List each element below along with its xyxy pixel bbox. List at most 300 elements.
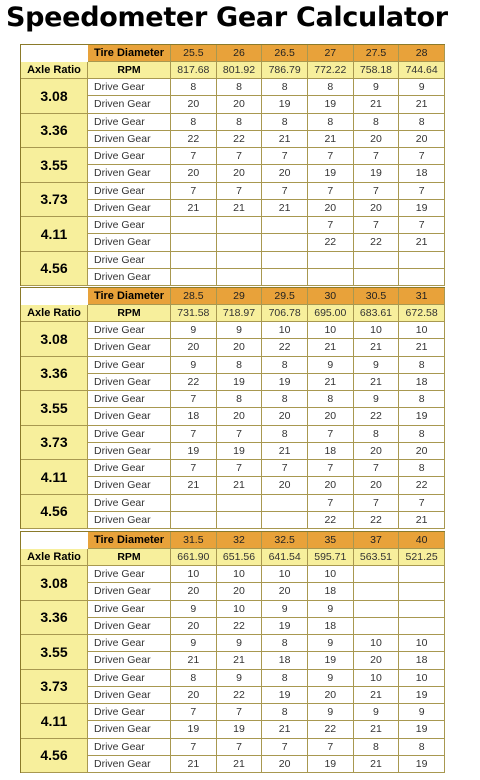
drive-gear-cell: 7 <box>217 183 263 200</box>
drive-gear-label: Drive Gear <box>88 670 171 687</box>
drive-gear-cell: 9 <box>217 635 263 652</box>
drive-gear-cell: 8 <box>354 426 400 443</box>
drive-gear-cell <box>171 217 217 234</box>
driven-gear-cell: 21 <box>308 339 354 356</box>
drive-gear-cell: 7 <box>171 460 217 477</box>
drive-gear-cell: 10 <box>399 635 445 652</box>
axle-ratio-header: Axle Ratio <box>21 62 88 79</box>
driven-gear-cell <box>354 618 400 635</box>
driven-gear-cell <box>354 583 400 600</box>
driven-gear-cell: 20 <box>262 756 308 773</box>
driven-gear-cell: 21 <box>217 477 263 494</box>
drive-gear-cell: 7 <box>171 183 217 200</box>
drive-gear-cell: 8 <box>262 635 308 652</box>
axle-ratio-value: 3.08 <box>21 566 88 601</box>
drive-gear-cell: 10 <box>354 670 400 687</box>
driven-gear-cell: 21 <box>308 131 354 148</box>
driven-gear-cell: 20 <box>308 477 354 494</box>
tire-diameter-label: Tire Diameter <box>88 288 171 305</box>
drive-gear-cell: 10 <box>308 566 354 583</box>
driven-gear-cell: 18 <box>308 583 354 600</box>
drive-gear-label: Drive Gear <box>88 114 171 131</box>
driven-gear-cell: 20 <box>354 443 400 460</box>
drive-gear-cell: 8 <box>354 114 400 131</box>
driven-gear-cell: 22 <box>354 512 400 529</box>
drive-gear-cell: 7 <box>308 460 354 477</box>
axle-ratio-value: 3.36 <box>21 114 88 149</box>
drive-gear-cell: 10 <box>262 322 308 339</box>
driven-gear-cell: 18 <box>171 408 217 425</box>
driven-gear-cell: 18 <box>308 618 354 635</box>
tire-diameter-value: 31.5 <box>171 532 217 549</box>
driven-gear-label: Driven Gear <box>88 339 171 356</box>
drive-gear-cell: 9 <box>217 670 263 687</box>
driven-gear-label: Driven Gear <box>88 443 171 460</box>
rpm-value: 641.54 <box>262 549 308 566</box>
driven-gear-label: Driven Gear <box>88 200 171 217</box>
drive-gear-cell <box>399 566 445 583</box>
drive-gear-cell: 7 <box>217 739 263 756</box>
drive-gear-cell: 8 <box>171 114 217 131</box>
driven-gear-label: Driven Gear <box>88 234 171 251</box>
driven-gear-cell: 20 <box>354 477 400 494</box>
drive-gear-cell: 7 <box>308 739 354 756</box>
driven-gear-cell: 21 <box>354 96 400 113</box>
drive-gear-label: Drive Gear <box>88 635 171 652</box>
drive-gear-cell: 9 <box>171 357 217 374</box>
driven-gear-label: Driven Gear <box>88 652 171 669</box>
tire-diameter-value: 37 <box>354 532 400 549</box>
gear-table-1 <box>20 44 445 286</box>
drive-gear-cell: 8 <box>399 391 445 408</box>
drive-gear-cell: 8 <box>262 357 308 374</box>
driven-gear-cell: 20 <box>171 618 217 635</box>
rpm-value: 817.68 <box>171 62 217 79</box>
driven-gear-cell: 19 <box>217 374 263 391</box>
axle-ratio-value: 3.08 <box>21 322 88 357</box>
tire-diameter-value: 25.5 <box>171 45 217 62</box>
drive-gear-cell: 8 <box>308 391 354 408</box>
driven-gear-cell <box>399 618 445 635</box>
driven-gear-cell: 20 <box>354 200 400 217</box>
rpm-value: 661.90 <box>171 549 217 566</box>
rpm-value: 521.25 <box>399 549 445 566</box>
drive-gear-cell: 7 <box>399 148 445 165</box>
driven-gear-cell: 21 <box>217 756 263 773</box>
drive-gear-cell: 8 <box>217 391 263 408</box>
driven-gear-cell: 19 <box>399 756 445 773</box>
driven-gear-cell: 20 <box>171 96 217 113</box>
driven-gear-label: Driven Gear <box>88 687 171 704</box>
driven-gear-cell: 21 <box>171 477 217 494</box>
drive-gear-label: Drive Gear <box>88 460 171 477</box>
drive-gear-cell <box>399 252 445 269</box>
driven-gear-cell: 21 <box>262 200 308 217</box>
rpm-value: 758.18 <box>354 62 400 79</box>
driven-gear-cell: 19 <box>217 721 263 738</box>
drive-gear-cell: 7 <box>399 183 445 200</box>
axle-ratio-value: 3.73 <box>21 183 88 218</box>
driven-gear-cell: 21 <box>308 374 354 391</box>
driven-gear-label: Driven Gear <box>88 408 171 425</box>
driven-gear-cell <box>399 269 445 286</box>
drive-gear-cell: 9 <box>217 322 263 339</box>
driven-gear-cell: 19 <box>308 652 354 669</box>
driven-gear-label: Driven Gear <box>88 374 171 391</box>
tire-diameter-value: 30 <box>308 288 354 305</box>
driven-gear-cell: 22 <box>308 234 354 251</box>
tire-diameter-value: 32.5 <box>262 532 308 549</box>
driven-gear-cell: 22 <box>399 477 445 494</box>
axle-ratio-value: 3.08 <box>21 79 88 114</box>
driven-gear-cell: 19 <box>399 408 445 425</box>
drive-gear-cell: 7 <box>308 183 354 200</box>
rpm-value: 563.51 <box>354 549 400 566</box>
tire-diameter-value: 32 <box>217 532 263 549</box>
driven-gear-cell: 19 <box>262 687 308 704</box>
axle-ratio-header: Axle Ratio <box>21 549 88 566</box>
rpm-label: RPM <box>88 62 171 79</box>
axle-ratio-value: 4.56 <box>21 739 88 774</box>
drive-gear-label: Drive Gear <box>88 601 171 618</box>
drive-gear-cell: 7 <box>399 217 445 234</box>
drive-gear-cell: 8 <box>262 79 308 96</box>
drive-gear-cell: 10 <box>262 566 308 583</box>
drive-gear-cell: 10 <box>171 566 217 583</box>
corner-blank <box>21 45 88 62</box>
driven-gear-cell: 20 <box>171 583 217 600</box>
axle-ratio-value: 4.11 <box>21 217 88 252</box>
driven-gear-label: Driven Gear <box>88 96 171 113</box>
driven-gear-cell: 21 <box>262 721 308 738</box>
tire-diameter-value: 26.5 <box>262 45 308 62</box>
drive-gear-cell: 9 <box>262 601 308 618</box>
driven-gear-cell <box>217 512 263 529</box>
drive-gear-cell: 7 <box>217 704 263 721</box>
axle-ratio-value: 3.55 <box>21 391 88 426</box>
drive-gear-cell: 7 <box>217 460 263 477</box>
driven-gear-cell <box>217 234 263 251</box>
tire-diameter-value: 35 <box>308 532 354 549</box>
tire-diameter-label: Tire Diameter <box>88 532 171 549</box>
drive-gear-label: Drive Gear <box>88 357 171 374</box>
tire-diameter-value: 27 <box>308 45 354 62</box>
tire-diameter-value: 27.5 <box>354 45 400 62</box>
driven-gear-cell: 22 <box>217 687 263 704</box>
drive-gear-cell: 10 <box>354 635 400 652</box>
driven-gear-cell: 20 <box>262 583 308 600</box>
driven-gear-cell: 21 <box>262 443 308 460</box>
driven-gear-cell: 21 <box>354 687 400 704</box>
drive-gear-cell: 7 <box>217 148 263 165</box>
tire-diameter-value: 31 <box>399 288 445 305</box>
drive-gear-cell: 9 <box>354 79 400 96</box>
driven-gear-cell: 19 <box>399 687 445 704</box>
rpm-value: 683.61 <box>354 305 400 322</box>
driven-gear-cell: 19 <box>308 756 354 773</box>
driven-gear-cell: 22 <box>171 131 217 148</box>
driven-gear-label: Driven Gear <box>88 477 171 494</box>
driven-gear-cell: 20 <box>354 652 400 669</box>
rpm-value: 672.58 <box>399 305 445 322</box>
driven-gear-cell <box>308 269 354 286</box>
drive-gear-cell: 8 <box>399 426 445 443</box>
driven-gear-cell: 19 <box>171 443 217 460</box>
drive-gear-cell <box>308 252 354 269</box>
drive-gear-cell: 7 <box>354 217 400 234</box>
rpm-label: RPM <box>88 549 171 566</box>
driven-gear-cell: 19 <box>399 200 445 217</box>
driven-gear-label: Driven Gear <box>88 618 171 635</box>
drive-gear-cell: 7 <box>262 183 308 200</box>
drive-gear-cell: 9 <box>308 601 354 618</box>
drive-gear-cell: 10 <box>308 322 354 339</box>
drive-gear-cell: 9 <box>171 601 217 618</box>
driven-gear-label: Driven Gear <box>88 165 171 182</box>
drive-gear-cell: 10 <box>217 601 263 618</box>
driven-gear-cell: 20 <box>308 408 354 425</box>
rpm-value: 595.71 <box>308 549 354 566</box>
drive-gear-cell <box>262 495 308 512</box>
tire-diameter-label: Tire Diameter <box>88 45 171 62</box>
drive-gear-label: Drive Gear <box>88 495 171 512</box>
drive-gear-label: Drive Gear <box>88 183 171 200</box>
drive-gear-cell <box>354 566 400 583</box>
rpm-value: 695.00 <box>308 305 354 322</box>
driven-gear-cell: 21 <box>171 652 217 669</box>
rpm-value: 706.78 <box>262 305 308 322</box>
driven-gear-cell: 20 <box>171 687 217 704</box>
drive-gear-cell: 7 <box>171 426 217 443</box>
driven-gear-cell <box>262 234 308 251</box>
drive-gear-label: Drive Gear <box>88 252 171 269</box>
driven-gear-cell: 18 <box>308 443 354 460</box>
driven-gear-cell: 18 <box>399 374 445 391</box>
drive-gear-cell: 8 <box>217 79 263 96</box>
rpm-value: 718.97 <box>217 305 263 322</box>
drive-gear-cell: 8 <box>262 704 308 721</box>
drive-gear-cell: 9 <box>354 391 400 408</box>
driven-gear-label: Driven Gear <box>88 583 171 600</box>
driven-gear-cell: 19 <box>354 165 400 182</box>
tire-diameter-value: 40 <box>399 532 445 549</box>
drive-gear-cell: 7 <box>354 460 400 477</box>
drive-gear-cell <box>262 252 308 269</box>
tire-diameter-value: 28.5 <box>171 288 217 305</box>
drive-gear-label: Drive Gear <box>88 148 171 165</box>
driven-gear-cell: 21 <box>399 512 445 529</box>
drive-gear-cell: 8 <box>217 357 263 374</box>
drive-gear-cell: 7 <box>354 148 400 165</box>
drive-gear-cell: 8 <box>399 114 445 131</box>
driven-gear-cell: 20 <box>262 408 308 425</box>
gear-table-3 <box>20 531 445 773</box>
driven-gear-cell: 18 <box>399 165 445 182</box>
drive-gear-cell: 7 <box>217 426 263 443</box>
driven-gear-cell: 21 <box>171 756 217 773</box>
driven-gear-cell: 19 <box>217 443 263 460</box>
tire-diameter-value: 26 <box>217 45 263 62</box>
driven-gear-cell: 22 <box>308 721 354 738</box>
drive-gear-label: Drive Gear <box>88 739 171 756</box>
axle-ratio-value: 4.11 <box>21 460 88 495</box>
drive-gear-label: Drive Gear <box>88 79 171 96</box>
driven-gear-cell: 21 <box>354 339 400 356</box>
drive-gear-cell: 9 <box>308 670 354 687</box>
drive-gear-cell: 9 <box>399 79 445 96</box>
driven-gear-cell: 20 <box>217 408 263 425</box>
driven-gear-cell: 20 <box>217 583 263 600</box>
driven-gear-cell: 19 <box>171 721 217 738</box>
drive-gear-cell <box>262 217 308 234</box>
drive-gear-cell: 7 <box>308 426 354 443</box>
driven-gear-cell: 22 <box>354 408 400 425</box>
tire-diameter-value: 29.5 <box>262 288 308 305</box>
axle-ratio-value: 3.55 <box>21 148 88 183</box>
drive-gear-cell: 7 <box>308 148 354 165</box>
driven-gear-cell: 20 <box>262 165 308 182</box>
axle-ratio-value: 4.56 <box>21 495 88 530</box>
driven-gear-cell: 21 <box>354 374 400 391</box>
drive-gear-cell: 7 <box>262 739 308 756</box>
driven-gear-cell <box>354 269 400 286</box>
drive-gear-label: Drive Gear <box>88 217 171 234</box>
driven-gear-cell: 21 <box>262 131 308 148</box>
axle-ratio-value: 3.73 <box>21 670 88 705</box>
drive-gear-cell: 10 <box>217 566 263 583</box>
drive-gear-cell <box>354 601 400 618</box>
driven-gear-label: Driven Gear <box>88 756 171 773</box>
drive-gear-cell: 7 <box>171 391 217 408</box>
axle-ratio-value: 3.73 <box>21 426 88 461</box>
driven-gear-cell: 21 <box>217 652 263 669</box>
drive-gear-cell: 9 <box>354 704 400 721</box>
driven-gear-cell: 20 <box>399 131 445 148</box>
page-title: Speedometer Gear Calculator <box>6 2 448 33</box>
drive-gear-cell: 8 <box>354 739 400 756</box>
driven-gear-cell <box>171 269 217 286</box>
drive-gear-cell: 7 <box>354 183 400 200</box>
driven-gear-cell: 18 <box>399 652 445 669</box>
rpm-value: 786.79 <box>262 62 308 79</box>
driven-gear-cell: 21 <box>171 200 217 217</box>
driven-gear-cell: 20 <box>217 165 263 182</box>
drive-gear-cell: 7 <box>171 704 217 721</box>
drive-gear-label: Drive Gear <box>88 566 171 583</box>
drive-gear-label: Drive Gear <box>88 391 171 408</box>
drive-gear-cell: 9 <box>354 357 400 374</box>
drive-gear-cell <box>171 252 217 269</box>
driven-gear-cell: 22 <box>217 131 263 148</box>
driven-gear-cell: 18 <box>262 652 308 669</box>
drive-gear-cell: 7 <box>308 495 354 512</box>
driven-gear-cell: 20 <box>171 339 217 356</box>
rpm-value: 772.22 <box>308 62 354 79</box>
rpm-label: RPM <box>88 305 171 322</box>
driven-gear-cell: 20 <box>262 477 308 494</box>
drive-gear-cell: 8 <box>399 357 445 374</box>
driven-gear-cell: 19 <box>308 96 354 113</box>
driven-gear-cell: 21 <box>399 234 445 251</box>
driven-gear-cell: 22 <box>217 618 263 635</box>
rpm-value: 744.64 <box>399 62 445 79</box>
drive-gear-cell <box>171 495 217 512</box>
driven-gear-cell: 19 <box>399 721 445 738</box>
drive-gear-cell: 7 <box>262 148 308 165</box>
drive-gear-cell: 8 <box>399 739 445 756</box>
drive-gear-cell: 10 <box>399 670 445 687</box>
drive-gear-cell: 8 <box>262 114 308 131</box>
axle-ratio-value: 3.36 <box>21 357 88 392</box>
drive-gear-cell: 10 <box>354 322 400 339</box>
driven-gear-cell <box>217 269 263 286</box>
drive-gear-cell: 7 <box>399 495 445 512</box>
driven-gear-cell: 21 <box>399 339 445 356</box>
driven-gear-cell: 20 <box>354 131 400 148</box>
drive-gear-cell: 7 <box>171 739 217 756</box>
driven-gear-cell: 21 <box>354 756 400 773</box>
driven-gear-cell: 20 <box>217 339 263 356</box>
drive-gear-cell: 9 <box>308 635 354 652</box>
axle-ratio-value: 4.56 <box>21 252 88 287</box>
driven-gear-cell: 20 <box>308 687 354 704</box>
driven-gear-cell <box>262 269 308 286</box>
tire-diameter-value: 29 <box>217 288 263 305</box>
driven-gear-cell <box>262 512 308 529</box>
drive-gear-cell: 7 <box>308 217 354 234</box>
driven-gear-cell: 20 <box>171 165 217 182</box>
driven-gear-cell: 20 <box>399 443 445 460</box>
drive-gear-cell: 9 <box>171 635 217 652</box>
drive-gear-cell: 7 <box>262 460 308 477</box>
corner-blank <box>21 532 88 549</box>
rpm-value: 801.92 <box>217 62 263 79</box>
rpm-value: 731.58 <box>171 305 217 322</box>
axle-ratio-value: 4.11 <box>21 704 88 739</box>
tire-diameter-value: 28 <box>399 45 445 62</box>
drive-gear-label: Drive Gear <box>88 704 171 721</box>
drive-gear-cell <box>217 217 263 234</box>
driven-gear-label: Driven Gear <box>88 269 171 286</box>
drive-gear-cell: 8 <box>308 114 354 131</box>
drive-gear-cell: 8 <box>399 460 445 477</box>
gear-table-2 <box>20 287 445 529</box>
drive-gear-cell: 10 <box>399 322 445 339</box>
driven-gear-cell: 19 <box>262 618 308 635</box>
driven-gear-cell: 22 <box>354 234 400 251</box>
drive-gear-cell <box>354 252 400 269</box>
corner-blank <box>21 288 88 305</box>
driven-gear-cell: 20 <box>217 96 263 113</box>
rpm-value: 651.56 <box>217 549 263 566</box>
driven-gear-label: Driven Gear <box>88 721 171 738</box>
driven-gear-cell: 22 <box>262 339 308 356</box>
driven-gear-cell <box>171 512 217 529</box>
drive-gear-label: Drive Gear <box>88 426 171 443</box>
axle-ratio-header: Axle Ratio <box>21 305 88 322</box>
drive-gear-cell: 8 <box>262 391 308 408</box>
drive-gear-cell <box>217 252 263 269</box>
drive-gear-cell: 8 <box>171 670 217 687</box>
driven-gear-cell: 19 <box>262 374 308 391</box>
drive-gear-cell: 8 <box>171 79 217 96</box>
driven-gear-cell: 19 <box>262 96 308 113</box>
driven-gear-label: Driven Gear <box>88 512 171 529</box>
drive-gear-cell: 9 <box>399 704 445 721</box>
drive-gear-cell: 8 <box>262 426 308 443</box>
driven-gear-cell: 21 <box>354 721 400 738</box>
axle-ratio-value: 3.36 <box>21 601 88 636</box>
